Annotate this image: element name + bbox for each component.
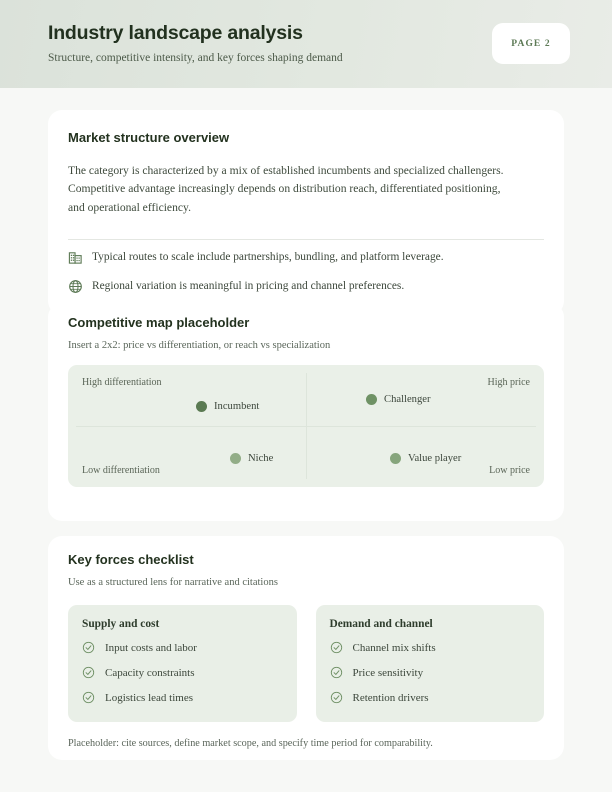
market-structure-paragraph: The category is characterized by a mix of established incumbents and specialized challengers. Competitive advantage increasingly depends on distribution reach, differentiated positioning, and operational efficiency. [68, 163, 504, 215]
market-structure-card [48, 110, 564, 315]
checklist-column-supply [68, 605, 297, 722]
checklist-item-label: Channel mix shifts [352, 642, 436, 655]
checklist-item-label: Input costs and labor [105, 642, 197, 655]
bullet-item [68, 279, 544, 294]
checklist-column-title: Demand and channel [329, 618, 433, 631]
page-number-badge: PAGE 2 [492, 23, 570, 64]
checklist-item[interactable] [330, 691, 531, 706]
competitive-map-title: Competitive map placeholder [68, 315, 250, 330]
market-structure-bullets [68, 250, 544, 294]
checklist-item[interactable] [330, 641, 531, 656]
check-circle-icon [82, 691, 97, 706]
page-title: Industry landscape analysis [48, 22, 303, 44]
check-circle-icon [330, 641, 345, 656]
competitive-map-subtitle: Insert a 2x2: price vs differentiation, or reach vs specialization [68, 339, 331, 351]
point-marker [196, 401, 207, 412]
bullet-item [68, 250, 544, 265]
axis-label-bottom-right: Low price [489, 465, 530, 477]
point-label: Incumbent [214, 401, 260, 413]
checklist-item-label: Retention drivers [352, 692, 429, 705]
point-marker [230, 453, 241, 464]
bullet-text: Regional variation is meaningful in pricing and channel preferences. [92, 279, 405, 292]
card-footnote: Placeholder: cite sources, define market scope, and specify time period for comparability. [68, 738, 433, 750]
page-header [0, 0, 612, 88]
checklist-column-title: Supply and cost [82, 618, 160, 631]
checklist-item[interactable] [330, 666, 531, 681]
checklist-column-demand [316, 605, 545, 722]
checklist-item[interactable] [82, 641, 283, 656]
point-label: Value player [408, 453, 462, 465]
quadrant-point-niche [230, 453, 273, 464]
quadrant-point-challenger [366, 394, 430, 405]
check-circle-icon [82, 641, 97, 656]
card-divider [68, 239, 544, 240]
key-forces-card [48, 536, 564, 760]
axis-label-top-left: High differentiation [82, 377, 162, 389]
checklist-item-label: Capacity constraints [105, 667, 195, 680]
check-circle-icon [330, 691, 345, 706]
bullet-text: Typical routes to scale include partnerships, bundling, and platform leverage. [92, 250, 444, 263]
axis-label-bottom-left: Low differentiation [82, 465, 160, 477]
point-label: Challenger [384, 394, 431, 406]
point-label: Niche [248, 453, 274, 465]
checklist-columns [68, 605, 544, 722]
quadrant-point-incumbent [196, 401, 259, 412]
point-marker [390, 453, 401, 464]
key-forces-subtitle: Use as a structured lens for narrative and citations [68, 576, 278, 588]
building-icon [68, 250, 83, 265]
page-subtitle: Structure, competitive intensity, and key forces shaping demand [48, 52, 343, 65]
checklist-item[interactable] [82, 691, 283, 706]
check-circle-icon [82, 666, 97, 681]
competitive-map-card [48, 303, 564, 521]
key-forces-title: Key forces checklist [68, 552, 194, 567]
axis-label-top-right: High price [487, 377, 530, 389]
quadrant-point-value-player [390, 453, 461, 464]
quadrant-chart [68, 365, 544, 487]
quadrant-horizontal-axis [76, 426, 536, 427]
globe-icon [68, 279, 83, 294]
checklist-item-label: Price sensitivity [352, 667, 424, 680]
checklist-item-label: Logistics lead times [105, 692, 193, 705]
market-structure-title: Market structure overview [68, 130, 230, 145]
point-marker [366, 394, 377, 405]
check-circle-icon [330, 666, 345, 681]
checklist-item[interactable] [82, 666, 283, 681]
